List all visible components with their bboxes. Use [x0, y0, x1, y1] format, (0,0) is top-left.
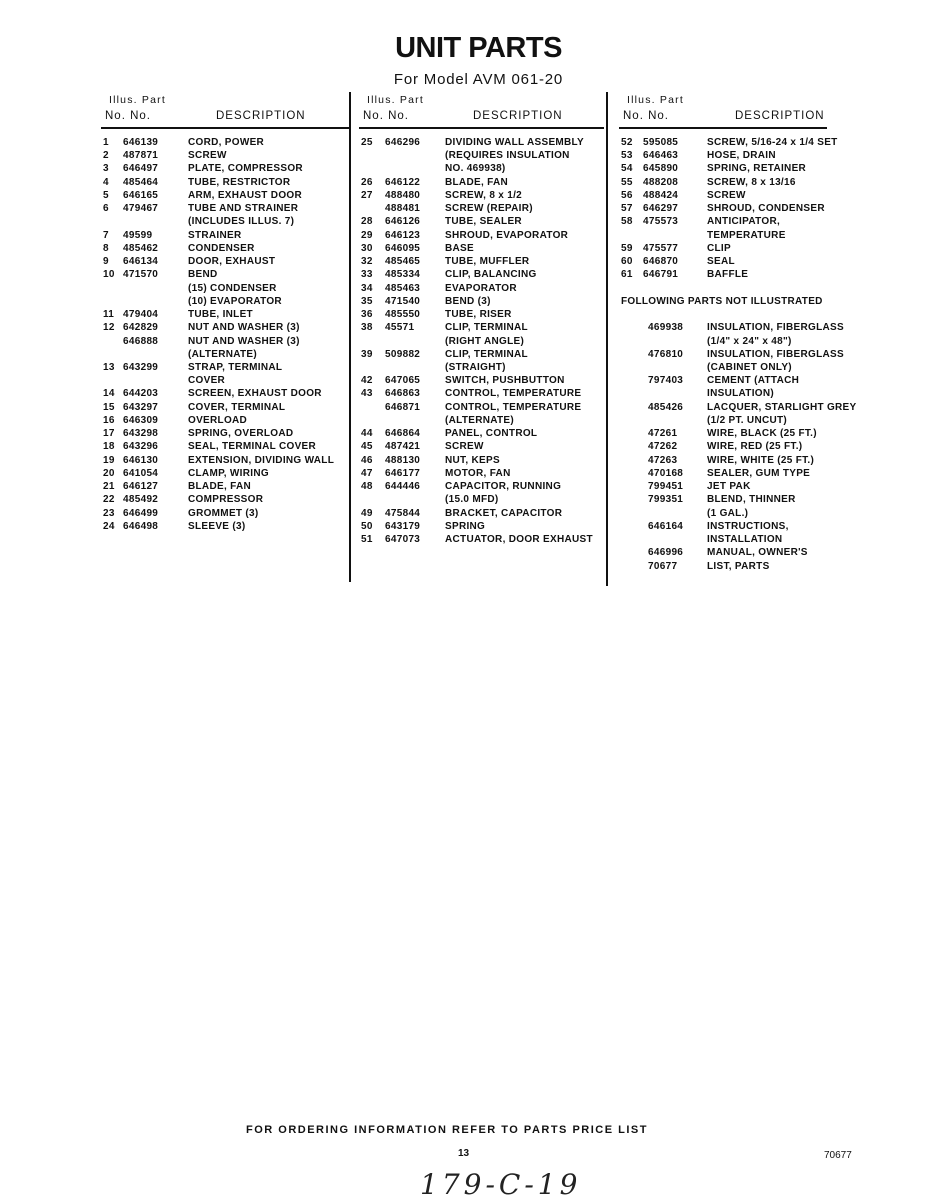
part-description: CLIP, TERMINAL [445, 322, 528, 334]
illus-number: 6 [103, 203, 109, 215]
illus-number: 48 [361, 481, 373, 493]
part-description: INSTALLATION [707, 534, 783, 546]
illus-number: 28 [361, 216, 373, 228]
part-description: PANEL, CONTROL [445, 428, 538, 440]
part-description: (15.0 MFD) [445, 494, 499, 506]
part-description: NUT, KEPS [445, 454, 500, 466]
document-number: 70677 [824, 1150, 852, 1161]
part-description: ARM, EXHAUST DOOR [188, 189, 302, 201]
part-number: 45571 [385, 322, 415, 334]
illus-number: 3 [103, 163, 109, 175]
header-no-no: No. No. [623, 110, 669, 122]
part-description: CLIP [707, 242, 731, 254]
illus-number: 47 [361, 467, 373, 479]
illus-number: 30 [361, 242, 373, 254]
header-illus-part: Illus. Part [109, 94, 166, 106]
illus-number: 9 [103, 256, 109, 268]
illus-number: 24 [103, 520, 115, 532]
part-number: 643296 [123, 441, 159, 453]
part-number: 799451 [648, 481, 684, 493]
part-description: SPRING [445, 520, 486, 532]
illus-number: 13 [103, 361, 115, 373]
part-number: 646871 [385, 401, 421, 413]
header-rule [101, 127, 349, 129]
part-description: SCREW, 5/16-24 x 1/4 SET [707, 137, 838, 148]
part-number: 476810 [648, 348, 684, 360]
column-divider [349, 92, 351, 582]
part-description: TUBE, MUFFLER [445, 256, 530, 268]
part-number: 646122 [385, 176, 421, 188]
part-description: INSULATION, FIBERGLASS [707, 348, 844, 360]
part-number: 646177 [385, 467, 421, 479]
part-number: 485464 [123, 176, 159, 188]
illus-number: 49 [361, 507, 373, 519]
part-number: 643299 [123, 361, 159, 373]
illus-number: 53 [621, 150, 633, 162]
not-illustrated-heading-text: FOLLOWING PARTS NOT ILLUSTRATED [621, 295, 823, 307]
illus-number: 38 [361, 322, 373, 334]
header-illus-part: Illus. Part [627, 94, 684, 106]
part-description: SCREW [445, 441, 484, 453]
part-description: SEAL [707, 256, 735, 268]
part-description: BAFFLE [707, 269, 749, 281]
part-description: CONDENSER [188, 242, 255, 254]
part-number: 485465 [385, 256, 421, 268]
part-description: SCREW (REPAIR) [445, 203, 533, 215]
part-description: (1/4" x 24" x 48") [707, 335, 792, 347]
part-number: 646463 [643, 150, 679, 162]
part-description: MANUAL, OWNER'S [707, 547, 808, 559]
part-number: 646870 [643, 256, 679, 268]
illus-number: 45 [361, 441, 373, 453]
part-number: 797403 [648, 375, 684, 387]
part-description: SEALER, GUM TYPE [707, 467, 811, 479]
illus-number: 2 [103, 150, 109, 162]
part-number: 647073 [385, 534, 421, 546]
part-number: 642829 [123, 322, 159, 334]
illus-number: 8 [103, 242, 109, 254]
part-number: 471540 [385, 295, 421, 307]
part-number: 646791 [643, 269, 679, 281]
part-number: 646165 [123, 189, 159, 201]
part-number: 646996 [648, 547, 684, 559]
part-description: JET PAK [707, 481, 751, 493]
illus-number: 59 [621, 242, 633, 254]
part-description: DIVIDING WALL ASSEMBLY [445, 137, 585, 148]
part-description: INSULATION) [707, 388, 774, 400]
illus-number: 61 [621, 269, 633, 281]
part-description: GROMMET (3) [188, 507, 259, 519]
part-description: BEND (3) [445, 295, 491, 307]
part-description: SCREW, 8 x 13/16 [707, 176, 796, 188]
illus-number: 7 [103, 229, 109, 241]
part-number: 643297 [123, 401, 159, 413]
part-description: (STRAIGHT) [445, 361, 506, 373]
part-number: 641054 [123, 467, 159, 479]
part-description: (10) EVAPORATOR [188, 295, 282, 307]
illus-number: 18 [103, 441, 115, 453]
part-number: 47261 [648, 428, 678, 440]
illus-number: 58 [621, 216, 633, 228]
part-description: BRACKET, CAPACITOR [445, 507, 563, 519]
part-number: 470168 [648, 467, 684, 479]
header-illus-part: Illus. Part [367, 94, 424, 106]
part-description: BLADE, FAN [445, 176, 508, 188]
part-number: 49599 [123, 229, 153, 241]
part-description: SCREW, 8 x 1/2 [445, 189, 523, 201]
part-number: 646498 [123, 520, 159, 532]
part-number: 645890 [643, 163, 679, 175]
part-number: 646309 [123, 414, 159, 426]
page-number: 13 [458, 1148, 470, 1159]
part-description: BLEND, THINNER [707, 494, 796, 506]
part-number: 479404 [123, 309, 159, 321]
header-rule [359, 127, 604, 129]
part-description: TUBE, RESTRICTOR [188, 176, 291, 188]
illus-number: 39 [361, 348, 373, 360]
part-description: TUBE, RISER [445, 309, 512, 321]
illus-number: 25 [361, 137, 373, 148]
header-description: DESCRIPTION [473, 110, 563, 122]
part-number: 485492 [123, 494, 159, 506]
part-number: 471570 [123, 269, 159, 281]
part-description: SWITCH, PUSHBUTTON [445, 375, 565, 387]
part-number: 799351 [648, 494, 684, 506]
illus-number: 35 [361, 295, 373, 307]
part-number: 47263 [648, 454, 678, 466]
part-number: 646130 [123, 454, 159, 466]
page-title: UNIT PARTS [395, 32, 562, 64]
illus-number: 46 [361, 454, 373, 466]
part-number: 479467 [123, 203, 159, 215]
part-description: INSTRUCTIONS, [707, 520, 789, 532]
part-description: ACTUATOR, DOOR EXHAUST [445, 534, 593, 546]
part-description: WIRE, WHITE (25 FT.) [707, 454, 815, 466]
part-description: OVERLOAD [188, 414, 248, 426]
part-number: 70677 [648, 560, 678, 572]
part-description: WIRE, BLACK (25 FT.) [707, 428, 817, 440]
illus-number: 14 [103, 388, 115, 400]
illus-number: 56 [621, 189, 633, 201]
part-number: 485462 [123, 242, 159, 254]
part-number: 487421 [385, 441, 421, 453]
part-number: 646123 [385, 229, 421, 241]
part-number: 644446 [385, 481, 421, 493]
part-description: (ALTERNATE) [188, 348, 258, 360]
part-description: SPRING, OVERLOAD [188, 428, 294, 440]
part-description: MOTOR, FAN [445, 467, 511, 479]
part-number: 509882 [385, 348, 421, 360]
illus-number: 23 [103, 507, 115, 519]
header-no-no: No. No. [363, 110, 409, 122]
illus-number: 19 [103, 454, 115, 466]
part-number: 646127 [123, 481, 159, 493]
part-description: STRAP, TERMINAL [188, 361, 283, 373]
part-description: TUBE, INLET [188, 309, 253, 321]
part-description: BEND [188, 269, 218, 281]
part-description: EXTENSION, DIVIDING WALL [188, 454, 335, 466]
part-number: 646497 [123, 163, 159, 175]
part-description: COMPRESSOR [188, 494, 264, 506]
part-number: 485463 [385, 282, 421, 294]
part-description: SCREEN, EXHAUST DOOR [188, 388, 322, 400]
part-number: 488424 [643, 189, 679, 201]
illus-number: 20 [103, 467, 115, 479]
illus-number: 27 [361, 189, 373, 201]
header-description: DESCRIPTION [216, 110, 306, 122]
part-description: BLADE, FAN [188, 481, 251, 493]
part-number: 488481 [385, 203, 421, 215]
part-number: 487871 [123, 150, 159, 162]
part-description: SCREW [188, 150, 227, 162]
part-description: COVER, TERMINAL [188, 401, 286, 413]
part-description: CLAMP, WIRING [188, 467, 269, 479]
illus-number: 16 [103, 414, 115, 426]
part-description: SEAL, TERMINAL COVER [188, 441, 317, 453]
part-description: (15) CONDENSER [188, 282, 277, 294]
illus-number: 52 [621, 137, 633, 148]
part-description: (1/2 PT. UNCUT) [707, 414, 788, 426]
part-number: 646139 [123, 137, 159, 148]
part-number: 644203 [123, 388, 159, 400]
part-number: 646863 [385, 388, 421, 400]
illus-number: 26 [361, 176, 373, 188]
illus-number: 57 [621, 203, 633, 215]
part-number: 488130 [385, 454, 421, 466]
part-number: 646134 [123, 256, 159, 268]
part-number: 647065 [385, 375, 421, 387]
illus-number: 1 [103, 137, 109, 148]
part-number: 646126 [385, 216, 421, 228]
part-number: 475573 [643, 216, 679, 228]
part-number: 646499 [123, 507, 159, 519]
part-description: SCREW [707, 189, 746, 201]
part-description: TUBE AND STRAINER [188, 203, 299, 215]
part-number: 595085 [643, 137, 679, 148]
part-number: 646888 [123, 335, 159, 347]
illus-number: 32 [361, 256, 373, 268]
part-number: 475844 [385, 507, 421, 519]
part-description: (REQUIRES INSULATION [445, 150, 570, 162]
part-number: 646864 [385, 428, 421, 440]
part-description: COVER [188, 375, 226, 387]
illus-number: 15 [103, 401, 115, 413]
column-divider [606, 92, 608, 586]
illus-number: 21 [103, 481, 115, 493]
part-number: 47262 [648, 441, 678, 453]
part-number: 485334 [385, 269, 421, 281]
model-subtitle: For Model AVM 061-20 [393, 71, 564, 88]
illus-number: 36 [361, 309, 373, 321]
illus-number: 43 [361, 388, 373, 400]
illus-number: 11 [103, 309, 115, 321]
illus-number: 34 [361, 282, 373, 294]
part-number: 485426 [648, 401, 684, 413]
part-description: NO. 469938) [445, 163, 506, 175]
part-number: 646296 [385, 137, 421, 148]
illus-number: 60 [621, 256, 633, 268]
part-description: (CABINET ONLY) [707, 361, 792, 373]
illus-number: 4 [103, 176, 109, 188]
part-description: PLATE, COMPRESSOR [188, 163, 303, 175]
part-number: 646164 [648, 520, 684, 532]
part-description: CONTROL, TEMPERATURE [445, 388, 582, 400]
part-description: DOOR, EXHAUST [188, 256, 276, 268]
part-description: ANTICIPATOR, [707, 216, 781, 228]
part-number: 643179 [385, 520, 421, 532]
part-number: 643298 [123, 428, 159, 440]
part-description: BASE [445, 242, 474, 254]
part-description: HOSE, DRAIN [707, 150, 776, 162]
part-number: 488208 [643, 176, 679, 188]
illus-number: 44 [361, 428, 373, 440]
part-description: CLIP, BALANCING [445, 269, 537, 281]
illus-number: 17 [103, 428, 115, 440]
part-description: SLEEVE (3) [188, 520, 246, 532]
part-description: NUT AND WASHER (3) [188, 335, 300, 347]
part-description: (INCLUDES ILLUS. 7) [188, 216, 295, 228]
part-number: 488480 [385, 189, 421, 201]
part-description: NUT AND WASHER (3) [188, 322, 300, 334]
part-description: CAPACITOR, RUNNING [445, 481, 562, 493]
part-description: STRAINER [188, 229, 242, 241]
part-description: CLIP, TERMINAL [445, 348, 528, 360]
header-description: DESCRIPTION [735, 110, 825, 122]
part-description: SPRING, RETAINER [707, 163, 807, 175]
part-description: CEMENT (ATTACH [707, 375, 800, 387]
part-number: 646297 [643, 203, 679, 215]
part-number: 475577 [643, 242, 679, 254]
illus-number: 54 [621, 163, 633, 175]
part-number: 469938 [648, 322, 684, 334]
part-description: CORD, POWER [188, 137, 265, 148]
part-description: (ALTERNATE) [445, 414, 515, 426]
part-description: TUBE, SEALER [445, 216, 522, 228]
ordering-footer: FOR ORDERING INFORMATION REFER TO PARTS PRICE LIST [246, 1124, 648, 1136]
illus-number: 42 [361, 375, 373, 387]
header-no-no: No. No. [105, 110, 151, 122]
part-description: SHROUD, EVAPORATOR [445, 229, 569, 241]
part-description: (RIGHT ANGLE) [445, 335, 525, 347]
illus-number: 10 [103, 269, 115, 281]
illus-number: 22 [103, 494, 115, 506]
illus-number: 55 [621, 176, 633, 188]
part-description: LIST, PARTS [707, 560, 770, 572]
header-rule [619, 127, 827, 129]
illus-number: 50 [361, 520, 373, 532]
part-description: CONTROL, TEMPERATURE [445, 401, 582, 413]
part-number: 485550 [385, 309, 421, 321]
part-description: TEMPERATURE [707, 229, 786, 241]
illus-number: 33 [361, 269, 373, 281]
part-description: SHROUD, CONDENSER [707, 203, 825, 215]
illus-number: 29 [361, 229, 373, 241]
part-description: INSULATION, FIBERGLASS [707, 322, 844, 334]
illus-number: 5 [103, 189, 109, 201]
part-description: WIRE, RED (25 FT.) [707, 441, 803, 453]
part-description: (1 GAL.) [707, 507, 749, 519]
illus-number: 12 [103, 322, 115, 334]
part-number: 646095 [385, 242, 421, 254]
part-description: EVAPORATOR [445, 282, 517, 294]
illus-number: 51 [361, 534, 373, 546]
handwritten-note: 179-C-19 [420, 1168, 582, 1201]
part-description: LACQUER, STARLIGHT GREY [707, 401, 857, 413]
